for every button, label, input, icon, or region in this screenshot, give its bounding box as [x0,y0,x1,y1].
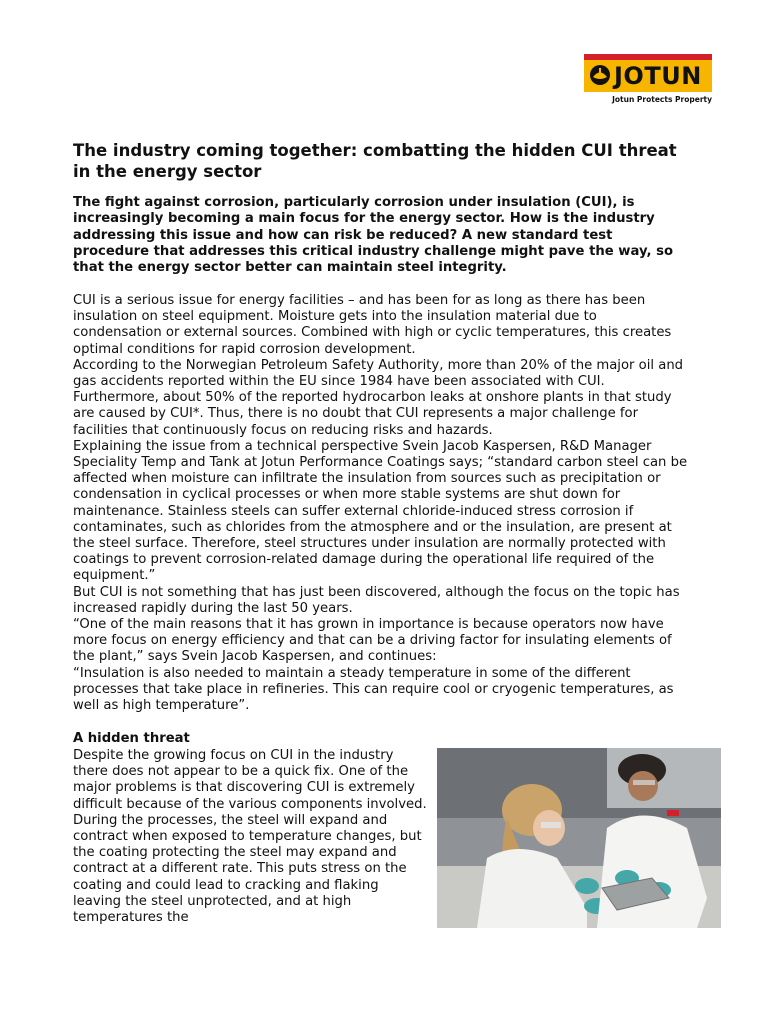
logo-tagline: Jotun Protects Property [612,95,712,104]
lab-photo [437,748,721,928]
jotun-whale-icon [589,64,611,86]
section-text: Despite the growing focus on CUI in the industry there does not appear to be a quick fix. One of the major problems is that discovering CUI is extremely difficult because of the various components involved. During the processes, the steel will expand and contract when exposed to temperature changes, but the coating protecting the steel may expand and contract at a different rate. This puts stress on the coating and could lead to cracking and flaking leaving the steel unprotected, and at high temperatures the [73,748,427,926]
logo-wordmark: JOTUN [614,62,702,90]
body-paragraph: According to the Norwegian Petroleum Safety Authority, more than 20% of the major oil and gas accidents reported within the EU since 1984 have been associated with CUI. Furthermore, about 50% of the reported hydrocarbon leaks at onshore plants in that study are caused by CUI*. Thus, there is no doubt that CUI represents a major challenge for facilities that continuously focus on reducing risks and hazards. [73,357,684,438]
article-body [73,293,688,714]
jotun-logo [584,54,712,104]
section-heading: A hidden threat [73,731,190,746]
body-paragraph: “One of the main reasons that it has grown in importance is because operators now have more focus on energy efficiency and that can be a driving factor for insulating elements of the plant,” says Svein Jacob Kaspersen, and continues: [73,617,672,665]
article-title: The industry coming together: combatting the hidden CUI threat in the energy sector [73,141,677,181]
article-intro: The fight against corrosion, particularly corrosion under insulation (CUI), is increasingly becoming a main focus for the energy sector. How is the industry addressing this issue and how can risk be reduced? A new standard test procedure that addresses this critical industry challenge might pave the way, so that the energy sector better can maintain steel integrity. [73,195,674,276]
body-paragraph: Explaining the issue from a technical perspective Svein Jacob Kaspersen, R&D Manager Speciality Temp and Tank at Jotun Performance Coatings says; “standard carbon steel can be affected when moisture can infiltrate the insulation from sources such as precipitation or condensation in cyclical processes or when more stable systems are shut down for maintenance. Stainless steels can suffer external chloride-induced stress corrosion if contaminates, such as chlorides from the atmosphere and or the insulation, are present at the steel surface. Therefore, steel structures under insulation are normally protected with coatings to prevent corrosion-related damage during the operational life required of the equipment.” [73,438,688,584]
logo-badge [584,54,712,92]
lab-scene-illustration [437,748,721,928]
body-paragraph: But CUI is not something that has just been discovered, although the focus on the topic has increased rapidly during the last 50 years. [73,584,680,616]
body-paragraph: CUI is a serious issue for energy facilities – and has been for as long as there has been insulation on steel equipment. Moisture gets into the insulation material due to condensation or external sources. Combined with high or cyclic temperatures, this creates optimal conditions for rapid corrosion development. [73,293,672,357]
logo-red-stripe [584,54,712,60]
body-paragraph: “Insulation is also needed to maintain a steady temperature in some of the different processes that take place in refineries. This can require cool or cryogenic temperatures, as well as high temperature”. [73,665,674,714]
